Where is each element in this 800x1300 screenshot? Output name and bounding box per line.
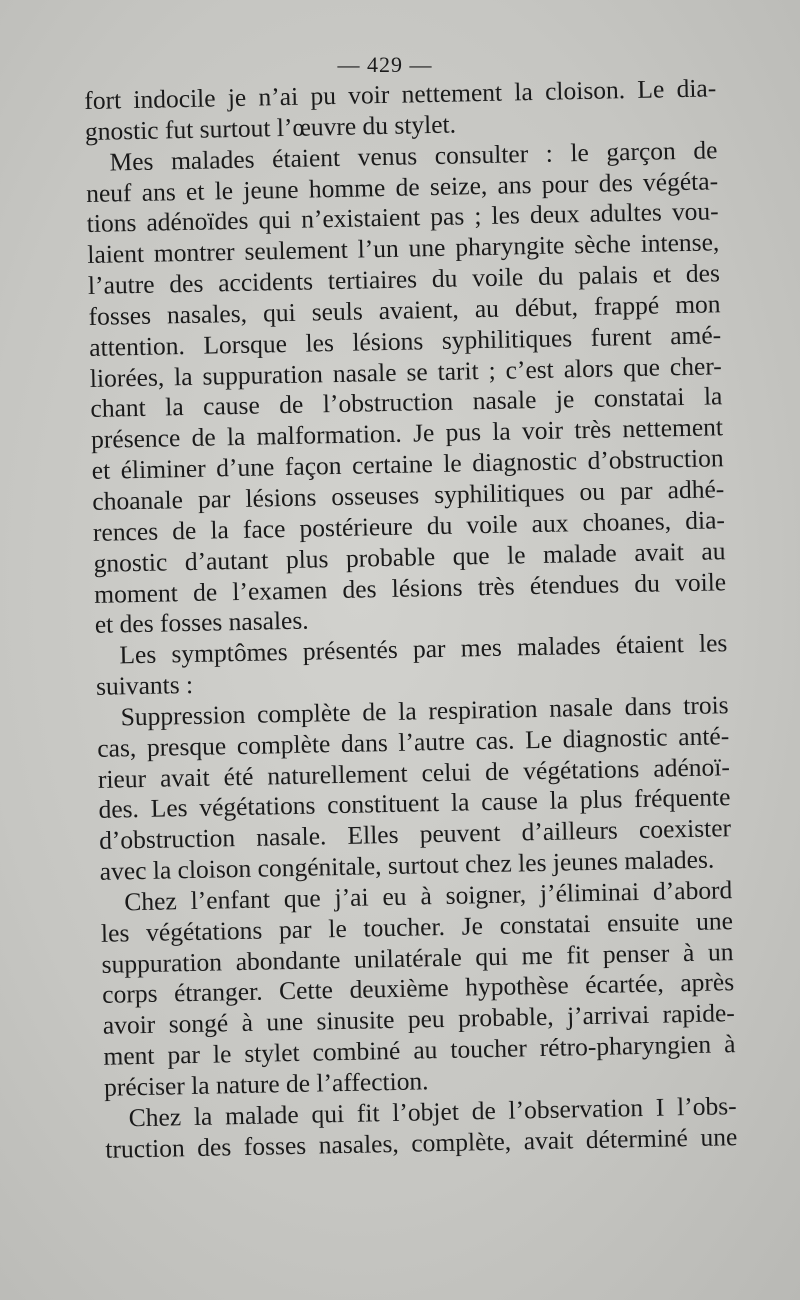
text-line: truction des fosses nasales, complète, avait déterminé une: [105, 1121, 738, 1164]
body-text: [84, 73, 738, 1165]
text-line: rieur avait été naturellement celui de végétations adénoï-: [97, 751, 731, 794]
text-line: choanale par lésions osseuses syphilitiques ou par adhé-: [92, 474, 725, 516]
text-line: corps étranger. Cette deuxième hypothèse écartée, après: [101, 967, 735, 1010]
text-line: chant la cause de l’obstruction nasale je constatai la: [90, 381, 723, 424]
text-line: ment par le stylet combiné au toucher rétro-pharyngien à: [103, 1029, 736, 1071]
text-line: avec la cloison congénitale, surtout chez les jeunes malades.: [99, 844, 715, 886]
text-line: avoir songé à une sinusite peu probable, j’arrivai rapide-: [102, 998, 736, 1041]
text-line: Chez la malade qui fit l’objet de l’observation I l’obs-: [128, 1090, 737, 1133]
text-line: gnostic fut surtout l’œuvre du stylet.: [84, 109, 457, 146]
text-line: présence de la malformation. Je pus la voir très nettement: [90, 412, 724, 455]
text-line: gnostic d’autant plus probable que le malade avait au: [93, 535, 726, 578]
text-line: les végétations par le toucher. Je constatai ensuite une: [100, 905, 734, 948]
text-line: tions adénoïdes qui n’existaient pas ; les deux adultes vou-: [86, 196, 719, 239]
text-line: et éliminer d’une façon certaine le diagnostic d’obstruction: [91, 443, 724, 486]
text-line: attention. Lorsque les lésions syphilitiques furent amé-: [88, 320, 722, 362]
text-line: Mes malades étaient venus consulter : le garçon de: [109, 134, 718, 177]
text-line: fort indocile je n’ai pu voir nettement la cloison. Le dia-: [84, 73, 717, 115]
text-line: laient montrer seulement l’un une pharyngite sèche intense,: [87, 227, 720, 270]
text-line: d’obstruction nasale. Elles peuvent d’ailleurs coexister: [98, 813, 732, 856]
text-line: des. Les végétations constituent la cause la plus fréquente: [98, 782, 731, 825]
page-number: — 429 —: [337, 52, 433, 77]
text-line: fosses nasales, qui seuls avaient, au début, frappé mon: [88, 289, 721, 331]
text-line: et des fosses nasales.: [94, 605, 309, 640]
text-line: moment de l’examen des lésions très étendues du voile: [93, 566, 727, 609]
text-line: cas, presque complète dans l’autre cas. Le diagnostic anté-: [96, 720, 730, 763]
text-line: rences de la face postérieure du voile aux choanes, dia-: [92, 505, 726, 547]
text-line: Chez l’enfant que j’ai eu à soigner, j’éliminai d’abord: [124, 875, 733, 917]
text-line: Les symptômes présentés par mes malades étaient les: [119, 628, 728, 670]
text-line: Suppression complète de la respiration nasale dans trois: [120, 690, 729, 732]
text-line: liorées, la suppuration nasale se tarit ; c’est alors que cher-: [89, 350, 723, 393]
text-line: l’autre des accidents tertiaires du voile du palais et des: [87, 258, 721, 301]
text-line: suivants :: [95, 669, 194, 701]
text-line: suppuration abondante unilatérale qui me fit penser à un: [101, 936, 734, 979]
text-line: neuf ans et le jeune homme de seize, ans pour des végéta-: [85, 165, 719, 208]
text-line: préciser la nature de l’affection.: [103, 1066, 429, 1102]
